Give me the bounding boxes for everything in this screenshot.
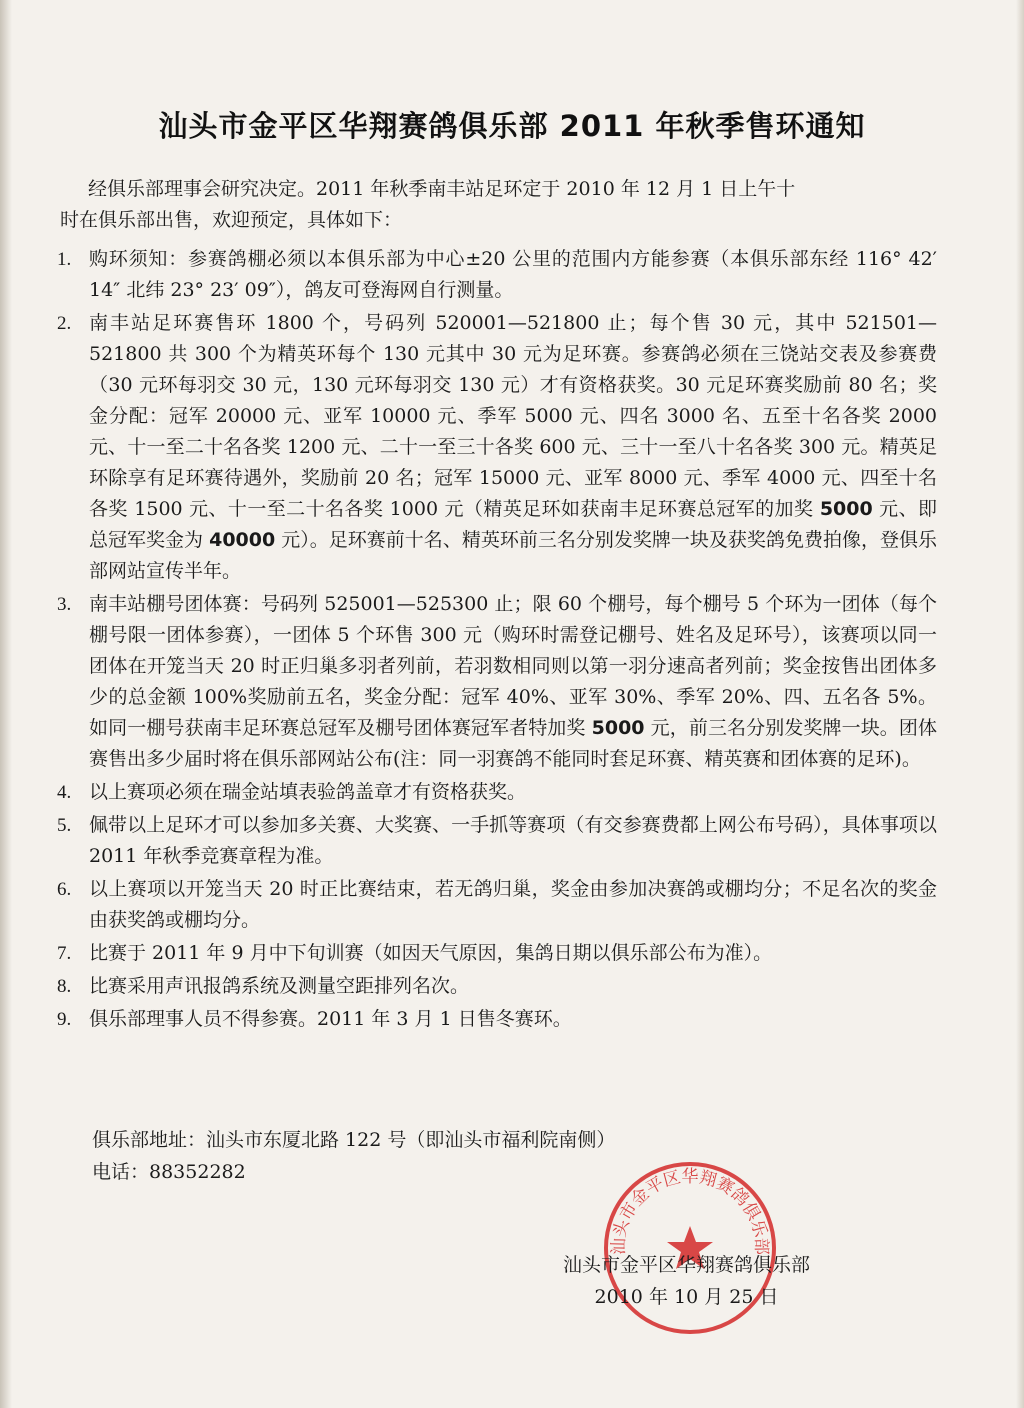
item-text bbox=[89, 589, 937, 775]
seal-text: 汕头市金平区华翔赛鸽俱乐部 bbox=[608, 1167, 772, 1256]
item-text: 比赛于 2011 年 9 月中下旬训赛（如因天气原因，集鸽日期以俱乐部公布为准）。 bbox=[89, 942, 773, 964]
intro-line-2: 时在俱乐部出售，欢迎预定，具体如下： bbox=[60, 209, 403, 231]
list-item bbox=[57, 589, 937, 775]
intro-line-1: 经俱乐部理事会研究决定。2011 年秋季南丰站足环定于 2010 年 12 月 1 日上午十 bbox=[88, 178, 796, 200]
list-item bbox=[57, 777, 937, 808]
page-edge-right bbox=[1016, 0, 1024, 1408]
item-text: 俱乐部理事人员不得参赛。2011 年 3 月 1 日售冬赛环。 bbox=[89, 1008, 572, 1030]
item-number: 6. bbox=[57, 879, 72, 900]
list-item bbox=[57, 938, 937, 969]
item-number: 8. bbox=[57, 976, 72, 997]
list-item bbox=[57, 308, 937, 587]
item-number: 7. bbox=[57, 943, 72, 964]
item-text: 佩带以上足环才可以参加多关赛、大奖赛、一手抓等赛项（有交参赛费都上网公布号码），具体事项以 2011 年秋季竞赛章程为准。 bbox=[89, 814, 937, 867]
list-item bbox=[57, 874, 937, 936]
item-number: 2. bbox=[57, 313, 72, 334]
list-item bbox=[57, 971, 937, 1002]
bonus-amount: 5000 bbox=[819, 498, 873, 520]
page-edge-left bbox=[0, 0, 12, 1408]
contact-block bbox=[92, 1124, 615, 1188]
item-number: 3. bbox=[57, 594, 72, 615]
club-address: 俱乐部地址：汕头市东厦北路 122 号（即汕头市福利院南侧） bbox=[92, 1129, 616, 1151]
item-number: 5. bbox=[57, 815, 72, 836]
item-text: 购环须知：参赛鸽棚必须以本俱乐部为中心±20 公里的范围内方能参赛（本俱乐部东经 116° 42′ 14″ 北纬 23° 23′ 09″），鸽友可登海网自行测量。 bbox=[89, 248, 937, 301]
bonus-amount: 5000 bbox=[591, 717, 645, 739]
item-text-part: 南丰站棚号团体赛：号码列 525001—525300 止；限 60 个棚号，每个棚号 5 个环为一团体（每个棚号限一团体参赛），一团体 5 个环售 300 元（购环时需登记棚号、姓名及足环号），该赛项以同一团体在开笼当天 20 时正归巢多羽者列前，若羽数相同则以第一羽分速高者列前；奖金按售出团体多少的总金额 100%奖励前五名，奖金分配：冠军 40%、亚军 30%、季军 20%、四、五名各 5%。如同一棚号获南丰足环赛总冠军及棚号团体赛冠军者特加奖 bbox=[89, 593, 937, 739]
item-text: 比赛采用声讯报鸽系统及测量空距排列名次。 bbox=[89, 975, 470, 997]
item-number: 1. bbox=[57, 249, 72, 270]
item-text: 以上赛项必须在瑞金站填表验鸽盖章才有资格获奖。 bbox=[89, 781, 527, 803]
total-prize-amount: 40000 bbox=[209, 529, 276, 551]
intro-paragraph bbox=[60, 174, 930, 236]
list-item bbox=[57, 810, 937, 872]
item-text-part: 元、即总冠军奖金为 bbox=[89, 498, 937, 551]
signature-block bbox=[563, 1249, 810, 1313]
list-item bbox=[57, 1004, 937, 1035]
item-number: 4. bbox=[57, 782, 72, 803]
item-text-part: 元，前三名分别发奖牌一块。团体赛售出多少届时将在俱乐部网站公布(注：同一羽赛鸽不能同时套足环赛、精英赛和团体赛的足环)。 bbox=[89, 717, 937, 770]
item-text bbox=[89, 308, 937, 587]
club-phone: 电话：88352282 bbox=[92, 1161, 246, 1183]
signature-organization: 汕头市金平区华翔赛鸽俱乐部 bbox=[563, 1254, 811, 1276]
document-title: 汕头市金平区华翔赛鸽俱乐部 2011 年秋季售环通知 bbox=[158, 109, 866, 143]
list-item bbox=[57, 244, 937, 306]
rules-list bbox=[57, 244, 937, 1037]
item-number: 9. bbox=[57, 1009, 72, 1030]
signature-date: 2010 年 10 月 25 日 bbox=[594, 1286, 779, 1308]
item-text-part: 元）。足环赛前十名、精英环前三名分别发奖牌一块及获奖鸽免费拍像，登俱乐部网站宣传半年。 bbox=[89, 529, 937, 582]
item-text-part: 南丰站足环赛售环 1800 个，号码列 520001—521800 止；每个售 30 元，其中 521501—521800 共 300 个为精英环每个 130 元其中 30 元为足环赛。参赛鸽必须在三饶站交表及参赛费（30 元环每羽交 30 元，130 元环每羽交 130 元）才有资格获奖。30 元足环赛奖励前 80 名；奖金分配：冠军 20000 元、亚军 10000 元、季军 5000 元、四名 3000 名、五至十名各奖 2000 元、十一至二十名各奖 1200 元、二十一至三十各奖 600 元、三十一至八十名各奖 300 元。精英足环除享有足环赛待遇外，奖励前 20 名；冠军 15000 元、亚军 8000 元、季军 4000 元、四至十名各奖 1500 元、十一至二十名各奖 1000 元（精英足环如获南丰足环赛总冠军的加奖 bbox=[89, 312, 937, 520]
item-text: 以上赛项以开笼当天 20 时正比赛结束，若无鸽归巢，奖金由参加决赛鸽或棚均分；不足名次的奖金由获奖鸽或棚均分。 bbox=[89, 878, 937, 931]
